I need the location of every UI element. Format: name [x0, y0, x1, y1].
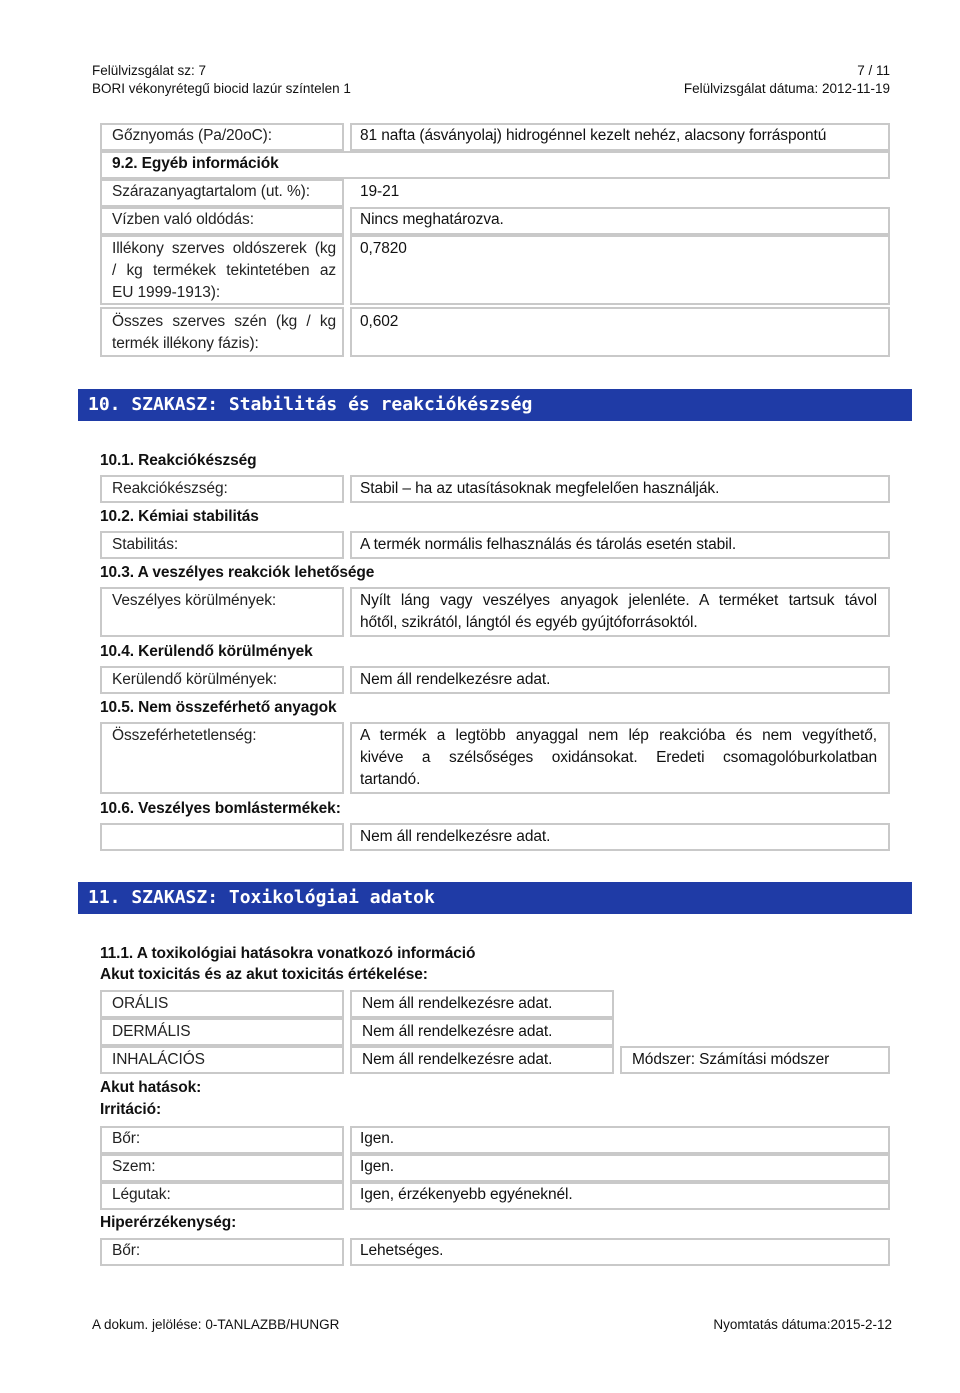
resp-value: Igen, érzékenyebb egyéneknél. [360, 1186, 573, 1203]
acute-effects-heading: Akut hatások: [100, 1079, 202, 1096]
footer-print-date: Nyomtatás dátuma:2015-2-12 [713, 1317, 892, 1332]
sens-skin-value: Lehetséges. [360, 1242, 444, 1259]
oral-label: ORÁLIS [112, 995, 169, 1012]
s10-5-value-line1: A termék a legtöbb anyaggal nem lép reakcióba és nem vegyíthető, [360, 727, 877, 744]
s11-1-heading: 11.1. A toxikológiai hatásokra vonatkozó információ [100, 945, 476, 962]
toc-value-box [350, 307, 890, 357]
voc-value-box [350, 235, 890, 305]
s10-4-heading: 10.4. Kerülendő körülmények [100, 643, 313, 660]
s10-5-heading: 10.5. Nem összeférhető anyagok [100, 699, 337, 716]
eye-value-box [350, 1154, 890, 1182]
s10-3-label: Veszélyes körülmények: [112, 592, 277, 609]
s10-2-heading: 10.2. Kémiai stabilitás [100, 508, 259, 525]
toc-value: 0,602 [360, 313, 399, 330]
s10-4-label: Kerülendő körülmények: [112, 671, 277, 688]
skin-value-box [350, 1126, 890, 1154]
eye-label: Szem: [112, 1158, 156, 1175]
s10-2-label: Stabilitás: [112, 536, 179, 553]
inhal-label: INHALÁCIÓS [112, 1051, 205, 1068]
inhal-value: Nem áll rendelkezésre adat. [362, 1051, 553, 1068]
s10-5-value-line3: tartandó. [360, 771, 421, 788]
water-value: Nincs meghatározva. [360, 211, 504, 228]
sens-skin-label: Bőr: [112, 1242, 141, 1259]
water-label: Vízben való oldódás: [112, 211, 254, 228]
acute-toxicity-heading: Akut toxicitás és az akut toxicitás értékelése: [100, 966, 428, 983]
section10-title: 10. SZAKASZ: Stabilitás és reakciókészség [78, 389, 912, 421]
eye-value: Igen. [360, 1158, 394, 1175]
s10-1-label: Reakciókészség: [112, 480, 228, 497]
s10-6-value: Nem áll rendelkezésre adat. [360, 828, 551, 845]
vapor-value: 81 nafta (ásványolaj) hidrogénnel kezelt nehéz, alacsony forráspontú [360, 127, 827, 144]
s10-6-heading: 10.6. Veszélyes bomlástermékek: [100, 800, 341, 817]
voc-label-line3: EU 1999-1913): [112, 284, 221, 301]
other-info-heading: 9.2. Egyéb információk [112, 155, 279, 172]
dry-label: Szárazanyagtartalom (ut. %): [112, 183, 310, 200]
header-product: BORI vékonyrétegű biocid lazúr színtelen 1 [92, 81, 351, 96]
s10-4-value: Nem áll rendelkezésre adat. [360, 671, 551, 688]
dermal-value: Nem áll rendelkezésre adat. [362, 1023, 553, 1040]
dry-value: 19-21 [360, 183, 400, 200]
voc-label-line1: Illékony szerves oldószerek (kg [112, 240, 336, 257]
header-revision: Felülvizsgálat sz: 7 [92, 63, 207, 78]
s10-5-label: Összeférhetetlenség: [112, 727, 257, 744]
inhal-method: Módszer: Számítási módszer [632, 1051, 830, 1068]
sensitization-heading: Hiperérzékenység: [100, 1214, 237, 1231]
s10-6-label-box [100, 823, 344, 851]
s10-5-value-line2: kivéve a szélsőséges oxidánsokat. Eredeti csomagolóburkolatban [360, 749, 877, 766]
voc-label-line2: / kg termékek tekintetében az [112, 262, 336, 279]
s10-1-heading: 10.1. Reakciókészség [100, 452, 257, 469]
header-page: 7 / 11 [857, 63, 890, 78]
voc-value: 0,7820 [360, 240, 407, 257]
skin-value: Igen. [360, 1130, 394, 1147]
s10-3-value-line2: hőtől, szikrától, lángtól és egyéb gyújtóforrásoktól. [360, 614, 698, 631]
s10-2-value: A termék normális felhasználás és tárolás esetén stabil. [360, 536, 737, 553]
toc-label-line1: Összes szerves szén (kg / kg [112, 313, 336, 330]
s10-1-value: Stabil – ha az utasításoknak megfelelően használják. [360, 480, 720, 497]
section11-title: 11. SZAKASZ: Toxikológiai adatok [78, 882, 912, 914]
skin-label: Bőr: [112, 1130, 141, 1147]
footer-doc-id: A dokum. jelölése: 0-TANLAZBB/HUNGR [92, 1317, 340, 1332]
dermal-label: DERMÁLIS [112, 1023, 191, 1040]
header-revision-date: Felülvizsgálat dátuma: 2012-11-19 [683, 81, 890, 96]
resp-label: Légutak: [112, 1186, 171, 1203]
irritation-heading: Irritáció: [100, 1101, 162, 1118]
vapor-label: Gőznyomás (Pa/20oC): [112, 127, 272, 144]
s10-3-value-line1: Nyílt láng vagy veszélyes anyagok jelenléte. A terméket tartsuk távol [360, 592, 877, 609]
s10-3-heading: 10.3. A veszélyes reakciók lehetősége [100, 564, 375, 581]
toc-label-line2: termék illékony fázis): [112, 335, 259, 352]
oral-value: Nem áll rendelkezésre adat. [362, 995, 553, 1012]
